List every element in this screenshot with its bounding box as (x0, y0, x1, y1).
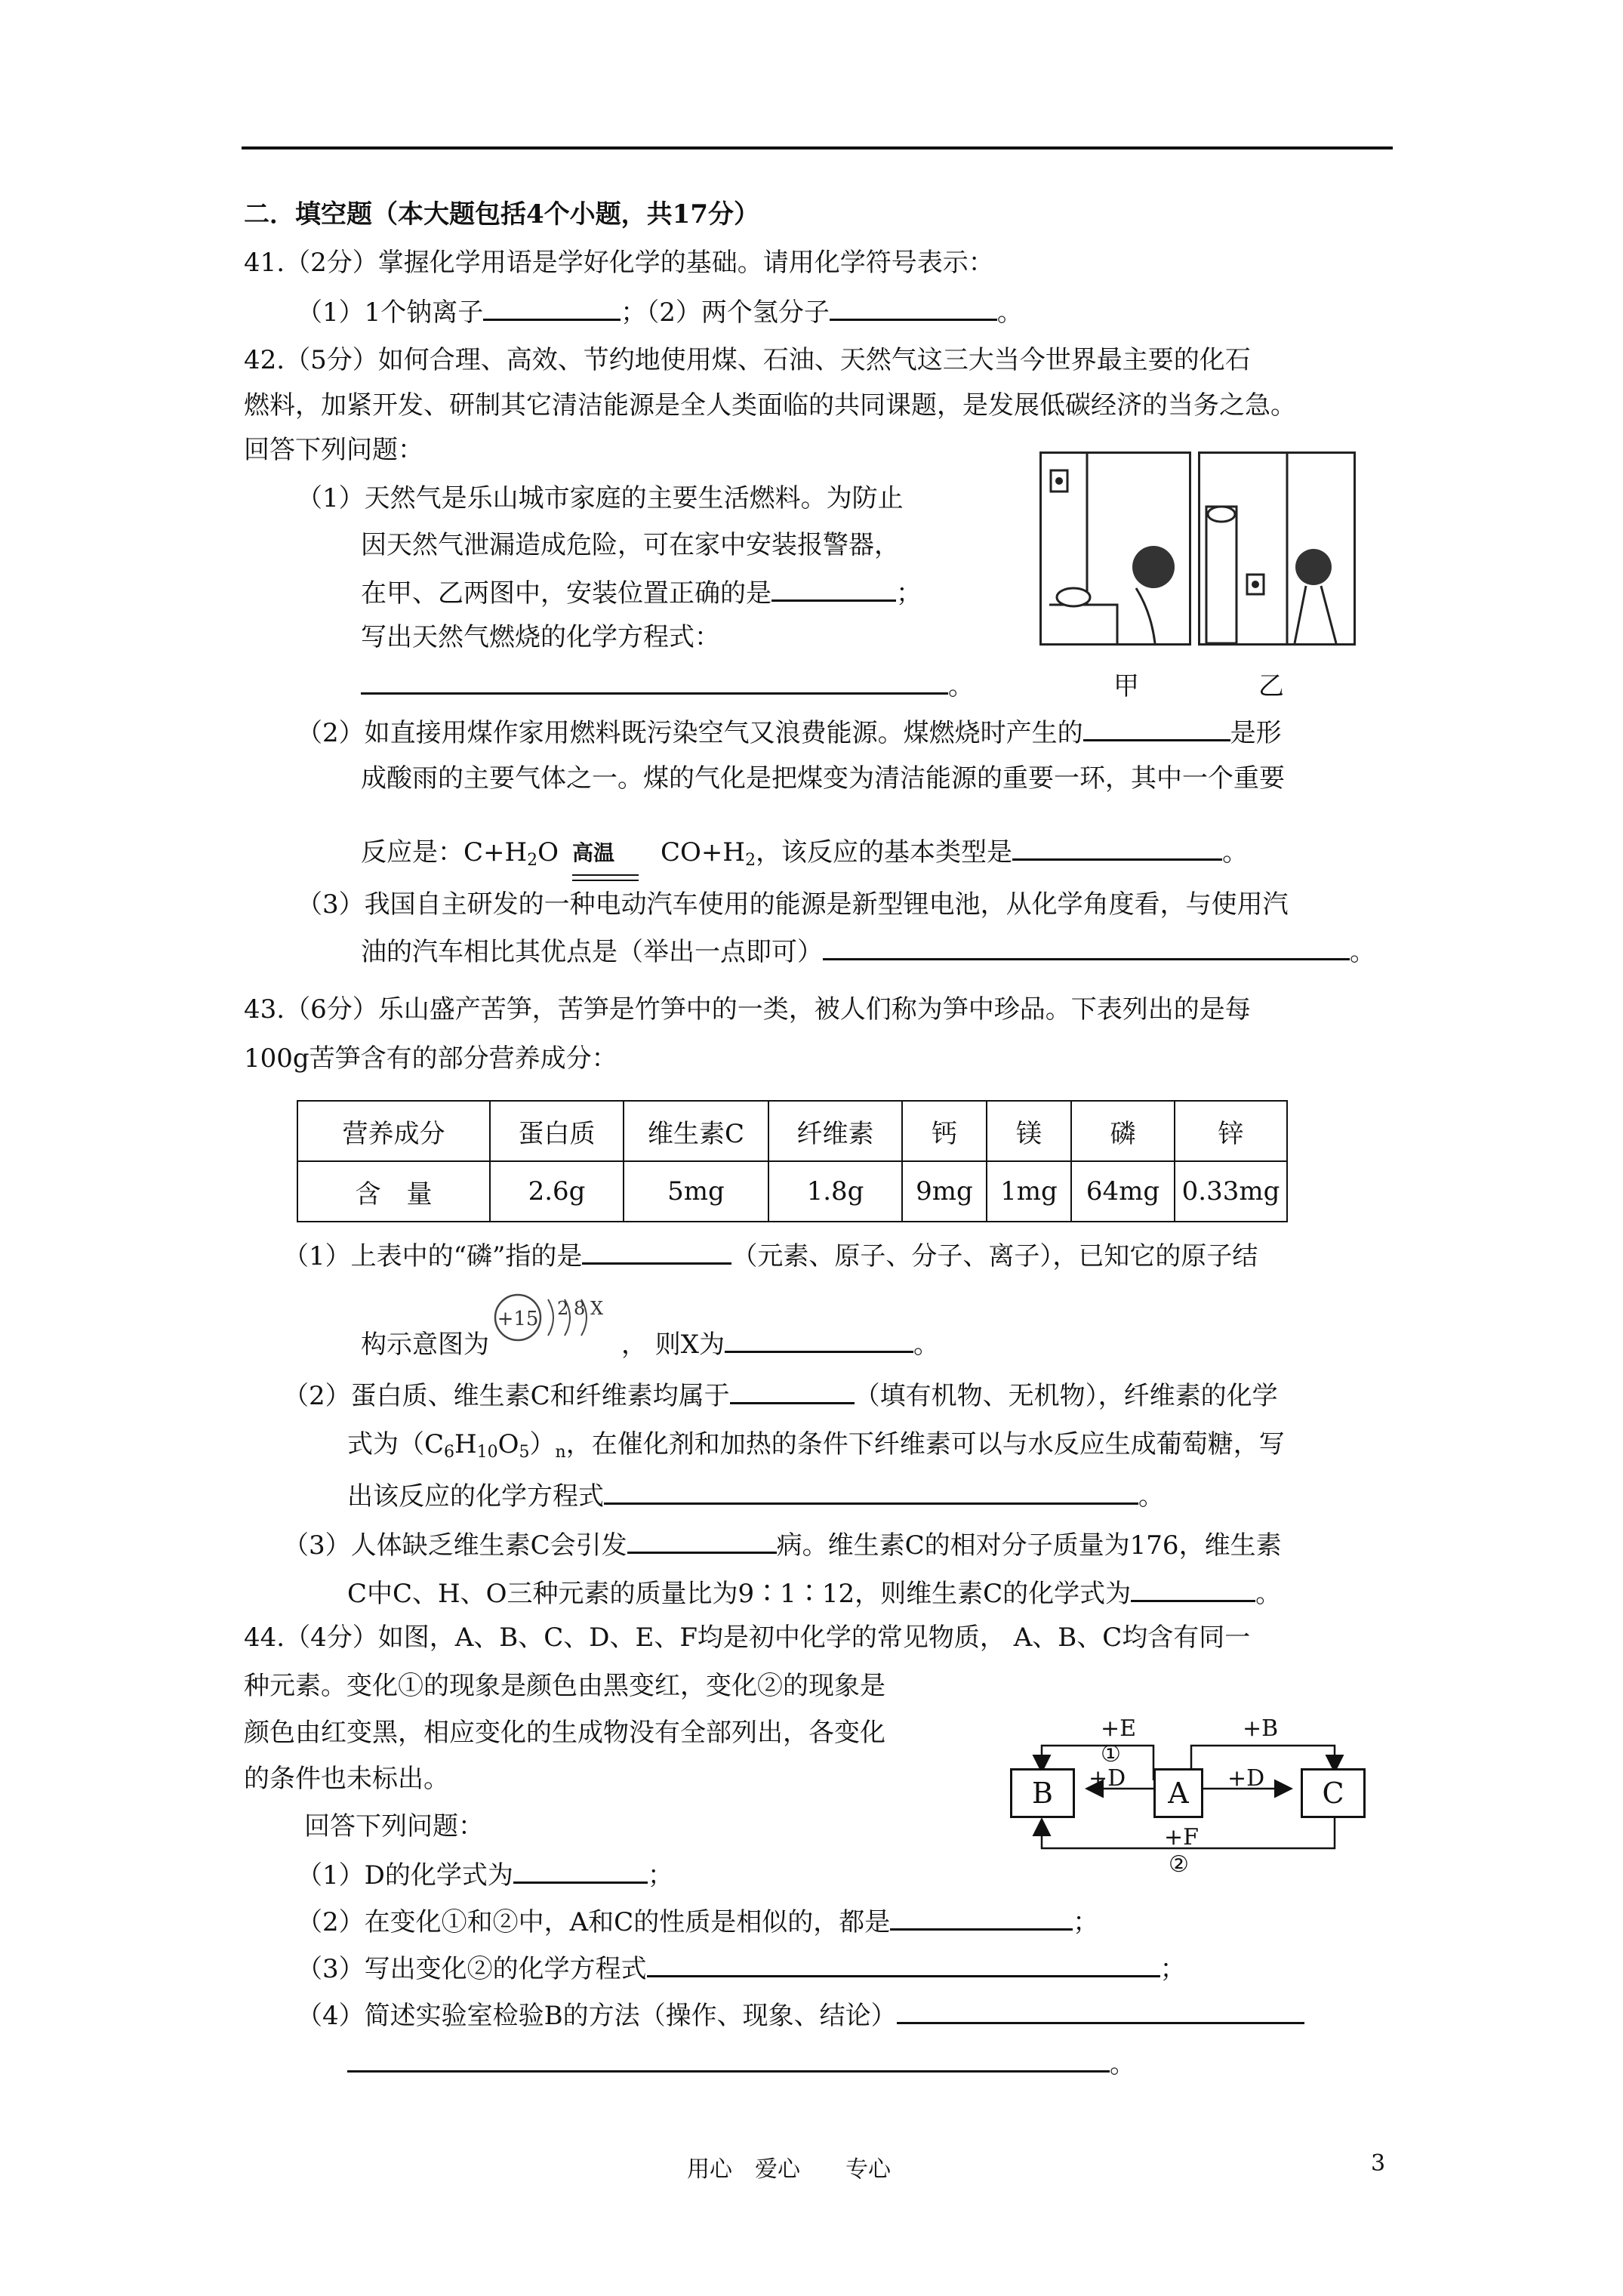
q43-blank-disease[interactable] (627, 1527, 777, 1554)
q43-blank-vitc-formula[interactable] (1131, 1576, 1255, 1602)
q43-blank-equation[interactable] (604, 1478, 1138, 1505)
child-head-icon (1295, 549, 1332, 585)
q43-formula-pre: 式为（C (347, 1429, 445, 1459)
q43-s1b: 构示意图为 (361, 1330, 489, 1360)
table-row (297, 1161, 1287, 1222)
q43-s2-line2 (347, 1428, 1285, 1469)
nutrition-table (297, 1100, 1288, 1222)
q41-blank1[interactable] (483, 294, 621, 321)
q43-line1: 43.（6分）乐山盛产苦笋，苦笋是竹笋中的一类，被人们称为笋中珍品。下表列出的是每 (244, 994, 1251, 1025)
q42-s1-line4: 写出天然气燃烧的化学方程式： (361, 622, 720, 652)
q44-s3 (297, 1951, 1186, 1986)
q42-reaction-right: CO+H (661, 837, 746, 868)
q44-s2-end: ； (1073, 1907, 1099, 1937)
reaction-diagram (1010, 1708, 1372, 1881)
q42-s1-question: 在甲、乙两图中，安装位置正确的是 (361, 578, 771, 609)
q43-s3b: C中C、H、O三种元素的质量比为9∶1∶12，则维生素C的化学式为 (347, 1579, 1132, 1609)
q43-s1a-end: （元素、原子、分子、离子），已知它的原子结 (731, 1241, 1258, 1271)
kettle-icon (1208, 507, 1235, 522)
q44-blank-property[interactable] (890, 1904, 1073, 1931)
page-number: 3 (1371, 2150, 1386, 2177)
atom-shell-1: 2 (557, 1298, 569, 1319)
top-rule (242, 146, 1393, 149)
q41-part1: （1）1个钠离子 (297, 297, 484, 328)
q43-sub-5: 5 (519, 1443, 530, 1462)
q43-s2c: 出该反应的化学方程式 (347, 1481, 604, 1512)
atom-structure-svg (489, 1271, 621, 1354)
child-head-icon (1132, 546, 1175, 588)
figure-jia (1039, 451, 1191, 646)
q43-s2a: （2）蛋白质、维生素C和纤维素均属于 (283, 1381, 730, 1411)
q44-blank-test-method-2[interactable] (347, 2046, 1110, 2073)
table-cell: 营养成分 (297, 1101, 490, 1161)
q42-reaction-left: 反应是：C+H (361, 837, 528, 868)
atom-nucleus-label: +15 (497, 1308, 539, 1330)
q42-line3: 回答下列问题： (244, 435, 423, 465)
q44-s4-text: （4）简述实验室检验B的方法（操作、现象、结论） (297, 2001, 897, 2031)
table-cell: 5mg (624, 1161, 768, 1222)
q44-s3-text: （3）写出变化②的化学方程式 (297, 1954, 647, 1984)
q44-s1-end: ； (647, 1860, 673, 1891)
q44-s4-line2 (347, 2046, 1135, 2081)
q42-s1-line1: （1）天然气是乐山城市家庭的主要生活燃料。为防止 (297, 483, 904, 513)
q42-sub2b: 2 (745, 851, 756, 870)
table-cell: 1mg (987, 1161, 1071, 1222)
q41-stem: 41.（2分）掌握化学用语是学好化学的基础。请用化学符号表示： (244, 248, 994, 278)
table-cell: 磷 (1071, 1101, 1175, 1161)
q44-line4: 的条件也未标出。 (244, 1764, 449, 1794)
figure-yi (1198, 451, 1356, 646)
q42-condition-text: 高温 (572, 840, 615, 865)
q43-s3a: （3）人体缺乏维生素C会引发 (283, 1530, 627, 1561)
q43-s2a-end: （填有机物、无机物），纤维素的化学 (854, 1381, 1278, 1411)
table-cell: 含 量 (297, 1161, 490, 1222)
footer-motto: 用心 爱心 专心 (687, 2156, 891, 2183)
q43-formula-post: ，在催化剂和加热的条件下纤维素可以与水反应生成葡萄糖，写 (565, 1429, 1285, 1459)
q43-s1a: （1）上表中的“磷”指的是 (283, 1241, 583, 1271)
q42-s2-line2: 成酸雨的主要气体之一。煤的气化是把煤变为清洁能源的重要一环，其中一个重要 (361, 763, 1285, 794)
q43-blank-x[interactable] (725, 1327, 913, 1353)
q41-blank2[interactable] (830, 294, 997, 321)
box-b: B (1010, 1768, 1075, 1818)
q44-blank-d[interactable] (513, 1857, 648, 1884)
figure-yi-drawing (1200, 454, 1354, 643)
q42-s1-line5 (361, 668, 974, 703)
figure-label-yi: 乙 (1258, 671, 1284, 701)
table-cell: 维生素C (624, 1101, 768, 1161)
q43-s1b-mid: ， 则X为 (621, 1330, 725, 1360)
q44-s2-text: （2）在变化①和②中，A和C的性质是相似的，都是 (297, 1907, 891, 1937)
q43-s1-line2 (361, 1298, 940, 1363)
label-plus-d-left: +D (1089, 1765, 1126, 1792)
kettle-icon (1057, 588, 1090, 606)
q43-blank-organic[interactable] (730, 1378, 855, 1404)
q42-s2-line3 (361, 834, 1248, 877)
q42-s2-line1 (297, 715, 1282, 750)
q41-parts (297, 294, 1023, 329)
table-cell: 蛋白质 (490, 1101, 624, 1161)
q44-s4-end: 。 (1110, 2049, 1135, 2079)
q42-reaction-o: O (537, 837, 559, 868)
label-plus-e: +E (1101, 1715, 1137, 1742)
q43-formula-o: O (497, 1429, 519, 1459)
q42-s3-line2 (361, 934, 1375, 969)
q42-blank-equation[interactable] (361, 668, 948, 695)
atom-shell-2: 8 (574, 1298, 586, 1319)
figure-label-jia: 甲 (1113, 671, 1139, 701)
q44-s2 (297, 1904, 1098, 1939)
q42-line2: 燃料，加紧开发、研制其它清洁能源是全人类面临的共同课题，是发展低碳经济的当务之急。 (244, 390, 1296, 421)
table-cell: 纤维素 (768, 1101, 902, 1161)
q41-part2: ；（2）两个氢分子 (621, 297, 830, 328)
label-plus-d-right: +D (1227, 1765, 1265, 1792)
table-cell: 0.33mg (1175, 1161, 1287, 1222)
q43-s1b-end: 。 (913, 1330, 940, 1360)
q42-blank-position[interactable] (771, 575, 896, 602)
label-circle-2: ② (1169, 1851, 1189, 1878)
atom-structure-diagram (489, 1298, 621, 1363)
q42-s2a-end: 是形 (1230, 718, 1282, 748)
q43-s1-line1 (283, 1238, 1258, 1273)
table-cell: 64mg (1071, 1161, 1175, 1222)
q44-s3-end: ； (1160, 1954, 1186, 1984)
q42-s1-line2: 因天然气泄漏造成危险，可在家中安装报警器， (361, 530, 900, 560)
q42-s1-line3 (361, 575, 922, 610)
q43-s2c-end: 。 (1138, 1481, 1164, 1512)
q42-s3b: 油的汽车相比其优点是（举出一点即可） (361, 937, 823, 967)
q43-sub-10: 10 (476, 1443, 498, 1462)
q44-s1-text: （1）D的化学式为 (297, 1860, 513, 1891)
q43-s3-line2 (347, 1576, 1281, 1610)
q42-s1e-end: 。 (948, 671, 974, 701)
atom-shell-3: X (590, 1298, 604, 1319)
q42-s3b-end: 。 (1350, 937, 1375, 967)
box-c: C (1301, 1768, 1366, 1818)
q44-blank-equation[interactable] (647, 1951, 1160, 1977)
table-cell: 锌 (1175, 1101, 1287, 1161)
q43-sub-n: n (555, 1443, 566, 1462)
q42-s2a: （2）如直接用煤作家用燃料既污染空气又浪费能源。煤燃烧时产生的 (297, 718, 1083, 748)
section-title: 二．填空题（本大题包括4个小题，共17分） (244, 199, 759, 230)
q44-line2: 种元素。变化①的现象是颜色由黑变红，变化②的现象是 (244, 1671, 885, 1701)
q42-reaction-type: ，该反应的基本类型是 (756, 837, 1013, 868)
table-cell: 1.8g (768, 1161, 902, 1222)
q43-s2-line1 (283, 1378, 1278, 1413)
table-cell: 钙 (902, 1101, 987, 1161)
q44-blank-test-method-1[interactable] (897, 1998, 1304, 2024)
q42-s3-line1: （3）我国自主研发的一种电动汽车使用的能源是新型锂电池，从化学角度看，与使用汽 (297, 889, 1289, 920)
q44-line1: 44.（4分）如图，A、B、C、D、E、F均是初中化学的常见物质， A、B、C均含有同一 (244, 1623, 1251, 1653)
q41-end: 。 (996, 297, 1023, 328)
q42-s2c-end: 。 (1222, 837, 1249, 868)
figure-jia-drawing (1042, 454, 1189, 643)
label-circle-1: ① (1101, 1741, 1121, 1767)
table-header-row (297, 1101, 1287, 1161)
q43-formula-close: ） (529, 1429, 556, 1459)
q42-s1c-end: ； (896, 578, 922, 609)
table-cell: 镁 (987, 1101, 1071, 1161)
q42-blank-advantage[interactable] (823, 934, 1350, 960)
label-plus-b: +B (1243, 1715, 1279, 1742)
q43-s3a-end: 病。维生素C的相对分子质量为176，维生素 (776, 1530, 1282, 1561)
table-cell: 9mg (902, 1161, 987, 1222)
q43-s2-line3 (347, 1478, 1164, 1513)
q44-line3: 颜色由红变黑，相应变化的生成物没有全部列出，各变化 (244, 1718, 885, 1748)
q44-s4 (297, 1998, 1304, 2032)
q42-blank-acid-gas[interactable] (1083, 715, 1230, 741)
q43-formula-h: H (454, 1429, 477, 1459)
q44-s1 (297, 1857, 673, 1892)
q43-blank-phosphorus[interactable] (582, 1238, 731, 1265)
box-a: A (1153, 1768, 1203, 1818)
q42-sub2a: 2 (527, 851, 538, 870)
q44-line5: 回答下列问题： (304, 1811, 484, 1841)
q43-sub-6: 6 (444, 1443, 455, 1462)
table-cell: 2.6g (490, 1161, 624, 1222)
q43-s3-line1 (283, 1527, 1282, 1562)
q42-blank-reaction-type[interactable] (1012, 834, 1222, 861)
label-plus-f: +F (1164, 1824, 1199, 1851)
q42-line1: 42.（5分）如何合理、高效、节约地使用煤、石油、天然气这三大当今世界最主要的化石 (244, 345, 1251, 375)
q43-s3b-end: 。 (1255, 1579, 1282, 1609)
q43-line2: 100g苦笋含有的部分营养成分： (244, 1043, 617, 1074)
